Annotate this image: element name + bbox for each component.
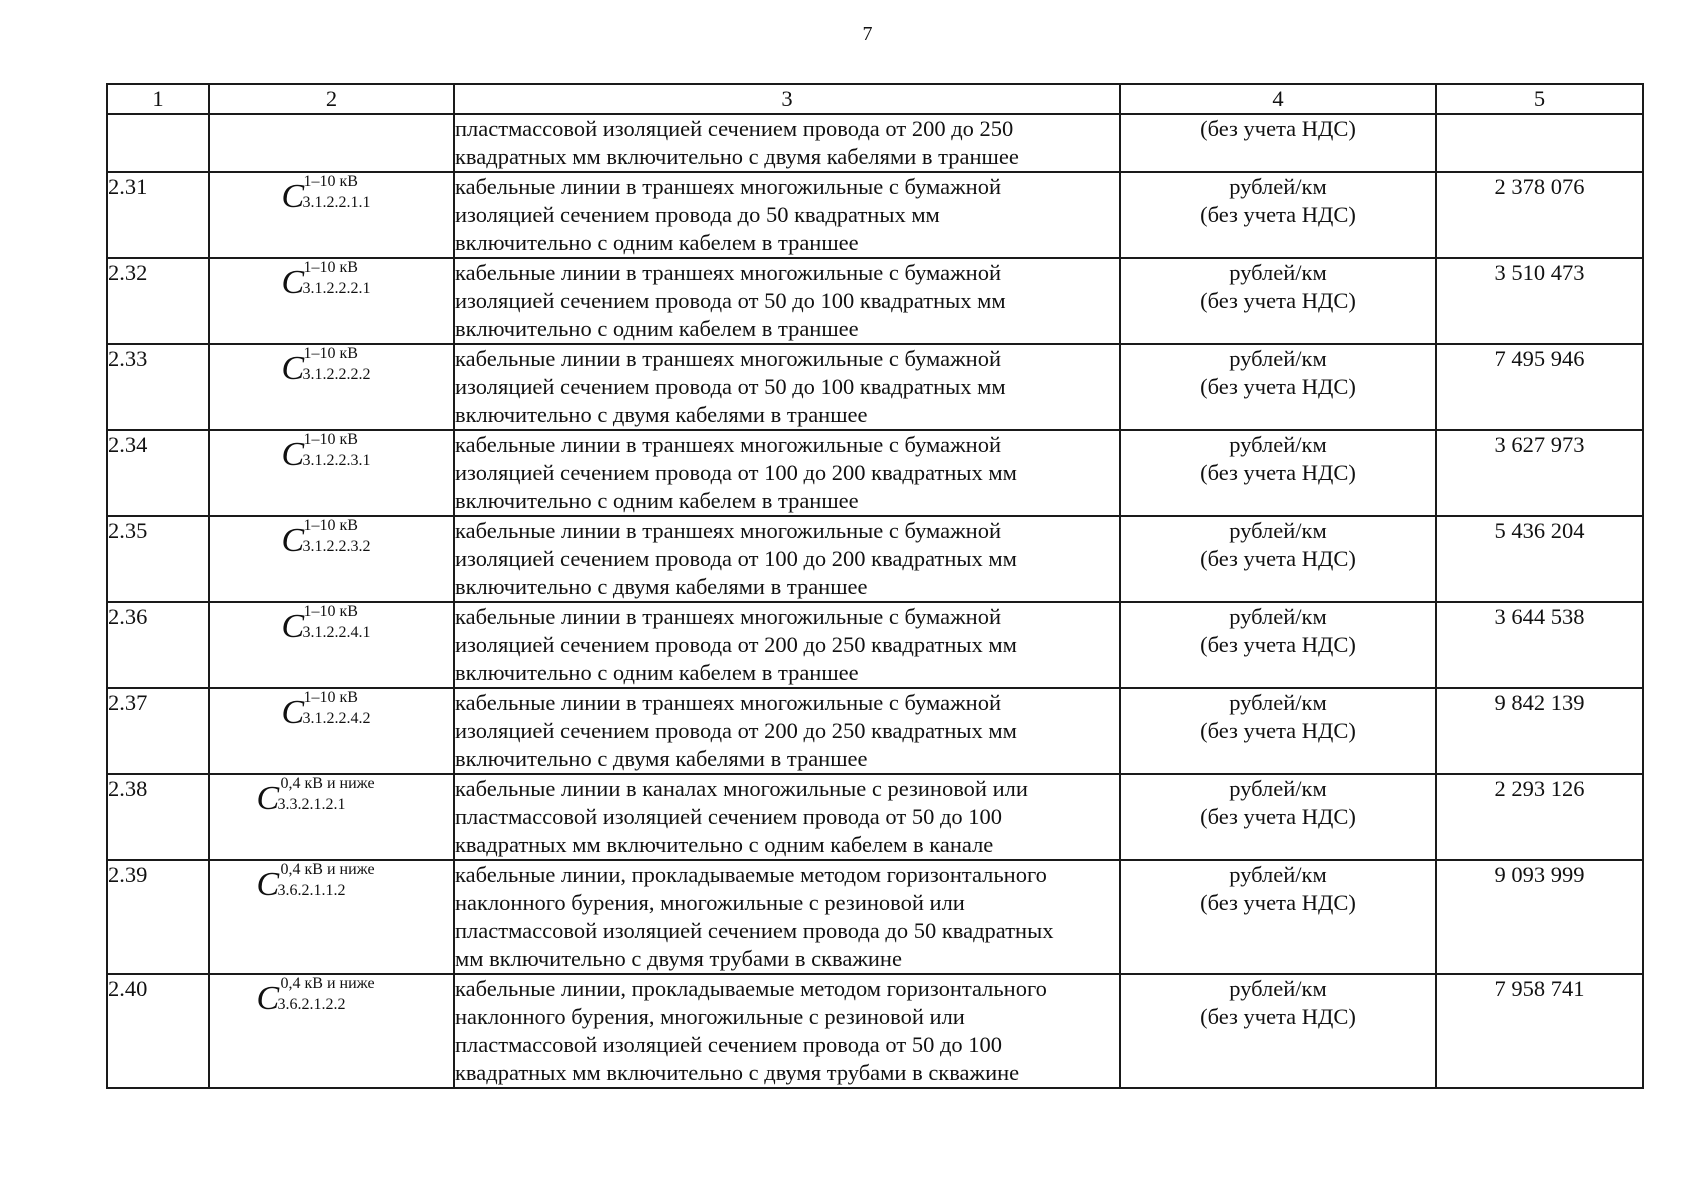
tariff-index-subscript: 3.1.2.2.4.1 [302,624,371,641]
tariff-symbol: C [281,608,305,645]
unit-line: рублей/км [1229,260,1327,285]
row-number-cell: 2.39 [107,860,209,974]
description-line: изоляцией сечением провода от 50 до 100 квадратных мм [455,374,1006,399]
description-line: кабельные линии в каналах многожильные с резиновой или [455,776,1028,801]
tariff-code-cell [209,860,454,974]
description-line: кабельные линии, прокладываемые методом горизонтального [455,976,1047,1001]
description-line: мм включительно с двумя трубами в скважине [455,946,902,971]
tariff-code-cell [209,602,454,688]
tariff-index-subscript: 3.6.2.1.2.2 [277,996,346,1013]
tariff-symbol: C [281,178,305,215]
description-line: изоляцией сечением провода до 50 квадратных мм [455,202,940,227]
column-header-2: 2 [209,84,454,114]
description-line: изоляцией сечением провода от 200 до 250 квадратных мм [455,632,1017,657]
description-line: кабельные линии в траншеях многожильные с бумажной [455,346,1001,371]
unit-line: рублей/км [1229,518,1327,543]
tariff-index-subscript: 3.1.2.2.3.1 [302,452,371,469]
tariff-code-cell [209,430,454,516]
description-line: кабельные линии в траншеях многожильные с бумажной [455,432,1001,457]
description-line: кабельные линии в траншеях многожильные с бумажной [455,260,1001,285]
unit-cell [1120,602,1436,688]
rate-value-cell: 2 378 076 [1436,172,1643,258]
table-row [107,430,1643,516]
description-line: квадратных мм включительно с одним кабелем в канале [455,832,994,857]
tariff-symbol: C [281,694,305,731]
unit-line: (без учета НДС) [1200,890,1356,915]
unit-line: рублей/км [1229,776,1327,801]
tariff-symbol: C [256,780,280,817]
unit-cell [1120,344,1436,430]
tariff-formula [282,603,382,659]
tariff-index-subscript: 3.6.2.1.1.2 [277,882,346,899]
unit-cell [1120,430,1436,516]
tariff-code-cell [209,974,454,1088]
description-line: пластмассовой изоляцией сечением провода от 200 до 250 [455,116,1014,141]
row-number-cell: 2.38 [107,774,209,860]
tariff-formula [257,775,407,831]
unit-line: (без учета НДС) [1200,116,1356,141]
description-line: включительно с одним кабелем в траншее [455,316,859,341]
column-header-1: 1 [107,84,209,114]
description-line: квадратных мм включительно с двумя трубами в скважине [455,1060,1020,1085]
unit-line: (без учета НДС) [1200,546,1356,571]
description-line: пластмассовой изоляцией сечением провода от 50 до 100 [455,1032,1003,1057]
row-number-cell [107,114,209,172]
description-cell [454,344,1120,430]
description-cell [454,516,1120,602]
tariff-voltage-superscript: 1–10 кВ [303,345,358,362]
row-number-cell: 2.35 [107,516,209,602]
tariff-voltage-superscript: 0,4 кВ и ниже [280,975,375,992]
tariff-index-subscript: 3.3.2.1.2.1 [277,796,346,813]
description-line: кабельные линии в траншеях многожильные с бумажной [455,518,1001,543]
rate-value-cell: 7 958 741 [1436,974,1643,1088]
tariff-index-subscript: 3.1.2.2.2.2 [302,366,371,383]
table-row [107,172,1643,258]
tariff-voltage-superscript: 0,4 кВ и ниже [280,861,375,878]
tariff-formula [257,861,407,917]
continuation-row [107,114,1643,172]
unit-line: рублей/км [1229,690,1327,715]
rate-value-cell: 2 293 126 [1436,774,1643,860]
tariff-formula [282,259,382,315]
tariff-symbol: C [256,866,280,903]
tariff-code-cell [209,172,454,258]
tariff-code-cell [209,258,454,344]
tariff-formula [282,345,382,401]
rate-value-cell: 3 644 538 [1436,602,1643,688]
unit-line: (без учета НДС) [1200,632,1356,657]
tariff-index-subscript: 3.1.2.2.3.2 [302,538,371,555]
unit-cell [1120,258,1436,344]
table-row [107,774,1643,860]
description-line: включительно с одним кабелем в траншее [455,230,859,255]
description-line: кабельные линии в траншеях многожильные с бумажной [455,690,1001,715]
unit-cell [1120,516,1436,602]
tariff-symbol: C [281,522,305,559]
page-number: 7 [862,23,873,45]
tariff-formula [282,689,382,745]
tariff-formula [257,975,407,1031]
unit-line: (без учета НДС) [1200,804,1356,829]
table-row [107,602,1643,688]
tariff-code-cell [209,114,454,172]
unit-line: (без учета НДС) [1200,202,1356,227]
description-line: изоляцией сечением провода от 50 до 100 квадратных мм [455,288,1006,313]
tariff-formula [282,431,382,487]
description-cell [454,774,1120,860]
unit-line: (без учета НДС) [1200,288,1356,313]
description-line: изоляцией сечением провода от 100 до 200 квадратных мм [455,460,1017,485]
unit-line: рублей/км [1229,346,1327,371]
description-line: наклонного бурения, многожильные с резиновой или [455,1004,965,1029]
unit-cell [1120,774,1436,860]
unit-line: (без учета НДС) [1200,1004,1356,1029]
tariff-index-subscript: 3.1.2.2.4.2 [302,710,371,727]
description-cell [454,860,1120,974]
header-row [107,84,1643,114]
rate-value-cell: 7 495 946 [1436,344,1643,430]
table-row [107,974,1643,1088]
unit-line: рублей/км [1229,432,1327,457]
tariff-voltage-superscript: 1–10 кВ [303,431,358,448]
rate-value-cell: 9 093 999 [1436,860,1643,974]
description-line: включительно с одним кабелем в траншее [455,488,859,513]
description-line: кабельные линии в траншеях многожильные с бумажной [455,604,1001,629]
description-cell [454,974,1120,1088]
tariff-symbol: C [281,264,305,301]
description-line: изоляцией сечением провода от 100 до 200 квадратных мм [455,546,1017,571]
column-header-3: 3 [454,84,1120,114]
tariff-formula [282,173,382,229]
description-line: кабельные линии, прокладываемые методом горизонтального [455,862,1047,887]
table-row [107,860,1643,974]
description-line: включительно с двумя кабелями в траншее [455,402,868,427]
unit-line: (без учета НДС) [1200,374,1356,399]
tariff-voltage-superscript: 1–10 кВ [303,603,358,620]
description-line: включительно с одним кабелем в траншее [455,660,859,685]
tariff-symbol: C [256,980,280,1017]
rate-value-cell: 3 627 973 [1436,430,1643,516]
tariff-code-cell [209,774,454,860]
rate-value-cell [1436,114,1643,172]
description-cell [454,258,1120,344]
table-row [107,258,1643,344]
tariff-symbol: C [281,436,305,473]
description-line: кабельные линии в траншеях многожильные с бумажной [455,174,1001,199]
tariff-code-cell [209,516,454,602]
row-number-cell: 2.36 [107,602,209,688]
description-line: включительно с двумя кабелями в траншее [455,574,868,599]
tariff-voltage-superscript: 1–10 кВ [303,517,358,534]
description-line: изоляцией сечением провода от 200 до 250 квадратных мм [455,718,1017,743]
tariff-voltage-superscript: 1–10 кВ [303,173,358,190]
tariff-code-cell [209,688,454,774]
row-number-cell: 2.37 [107,688,209,774]
description-cell [454,602,1120,688]
unit-cell [1120,172,1436,258]
rate-value-cell: 5 436 204 [1436,516,1643,602]
tariff-index-subscript: 3.1.2.2.2.1 [302,280,371,297]
unit-line: (без учета НДС) [1200,718,1356,743]
unit-cell [1120,688,1436,774]
description-line: квадратных мм включительно с двумя кабелями в траншее [455,144,1019,169]
unit-line: рублей/км [1229,604,1327,629]
tariff-symbol: C [281,350,305,387]
tariff-code-cell [209,344,454,430]
row-number-cell: 2.31 [107,172,209,258]
unit-cell [1120,860,1436,974]
tariff-voltage-superscript: 1–10 кВ [303,259,358,276]
unit-line: (без учета НДС) [1200,460,1356,485]
description-line: наклонного бурения, многожильные с резиновой или [455,890,965,915]
unit-cell [1120,974,1436,1088]
table-row [107,344,1643,430]
tariff-voltage-superscript: 0,4 кВ и ниже [280,775,375,792]
row-number-cell: 2.33 [107,344,209,430]
description-cell [454,430,1120,516]
tariff-voltage-superscript: 1–10 кВ [303,689,358,706]
tariff-formula [282,517,382,573]
table-row [107,688,1643,774]
tariff-index-subscript: 3.1.2.2.1.1 [302,194,371,211]
description-line: пластмассовой изоляцией сечением провода до 50 квадратных [455,918,1054,943]
unit-cell [1120,114,1436,172]
description-line: включительно с двумя кабелями в траншее [455,746,868,771]
row-number-cell: 2.40 [107,974,209,1088]
unit-line: рублей/км [1229,862,1327,887]
description-cell [454,114,1120,172]
column-header-4: 4 [1120,84,1436,114]
unit-line: рублей/км [1229,976,1327,1001]
description-cell [454,688,1120,774]
rates-table [106,83,1644,1089]
unit-line: рублей/км [1229,174,1327,199]
description-line: пластмассовой изоляцией сечением провода от 50 до 100 [455,804,1003,829]
row-number-cell: 2.32 [107,258,209,344]
table-row [107,516,1643,602]
rate-value-cell: 3 510 473 [1436,258,1643,344]
row-number-cell: 2.34 [107,430,209,516]
rate-value-cell: 9 842 139 [1436,688,1643,774]
description-cell [454,172,1120,258]
column-header-5: 5 [1436,84,1643,114]
